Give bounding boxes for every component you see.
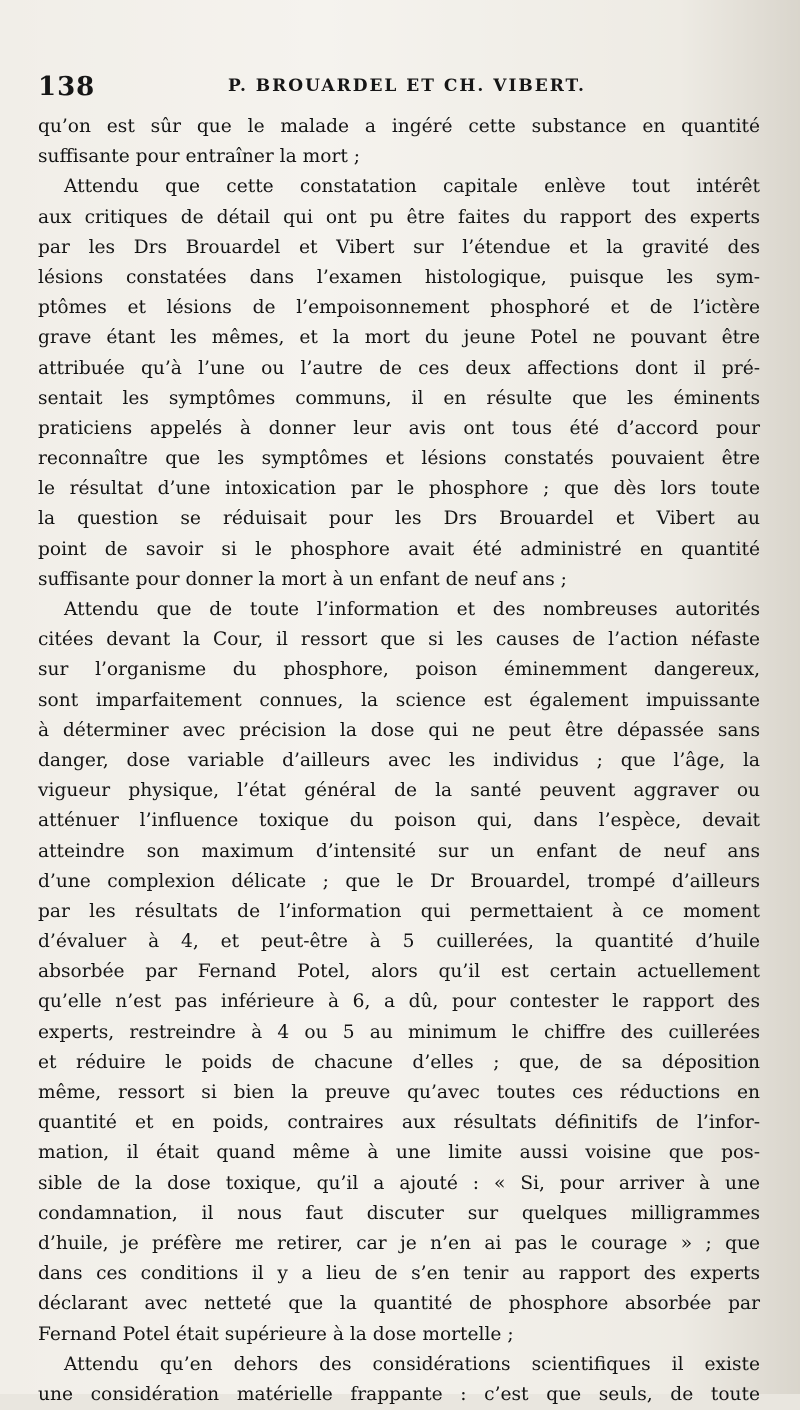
text-line: le résultat d’une intoxication par le phosphore ; que dès lors toute [38,478,760,500]
text-line: attribuée qu’à l’une ou l’autre de ces deux affections dont il pré- [38,357,760,379]
text-line: sible de la dose toxique, qu’il a ajouté : « Si, pour arriver à une [38,1172,760,1194]
text-line: condamnation, il nous faut discuter sur quelques milligrammes [38,1202,760,1224]
text-line: grave étant les mêmes, et la mort du jeune Potel ne pouvant être [38,327,760,349]
text-line: point de savoir si le phosphore avait été administré en quantité [38,538,760,560]
text-line: à déterminer avec précision la dose qui ne peut être dépassée sans [38,719,760,741]
text-line: danger, dose variable d’ailleurs avec les individus ; que l’âge, la [38,749,760,771]
text-line: qu’on est sûr que le malade a ingéré cette substance en quantité [38,116,760,137]
text-line: mation, il était quand même à une limite aussi voisine que pos- [38,1142,760,1164]
text-line: suffisante pour donner la mort à un enfant de neuf ans ; [38,568,567,590]
text-line: même, ressort si bien la preuve qu’avec toutes ces réductions en [38,1082,760,1103]
text-line: sont imparfaitement connues, la science est également impuissante [38,689,760,711]
text-line: qu’elle n’est pas inférieure à 6, a dû, pour contester le rapport des [38,991,760,1013]
text-line: par les résultats de l’information qui permettaient à ce moment [38,900,760,922]
text-line: par les Drs Brouardel et Vibert sur l’étendue et la gravité des [38,236,760,258]
text-line: une considération matérielle frappante : c’est que seuls, de toute [38,1383,760,1405]
text-line: Attendu que cette constatation capitale enlève tout intérêt [64,176,760,198]
text-line: atténuer l’influence toxique du poison qui, dans l’espèce, devait [38,810,760,832]
text-line: d’une complexion délicate ; que le Dr Brouardel, trompé d’ailleurs [38,870,760,892]
text-line: Attendu qu’en dehors des considérations scientifiques il existe [64,1353,760,1375]
text-line: praticiens appelés à donner leur avis ont tous été d’accord pour [38,417,760,439]
text-line: absorbée par Fernand Potel, alors qu’il est certain actuellement [38,961,760,983]
text-line: experts, restreindre à 4 ou 5 au minimum le chiffre des cuillerées [38,1021,760,1043]
text-line: Attendu que de toute l’information et des nombreuses autorités [64,599,760,620]
running-head: P. BROUARDEL ET CH. VIBERT. [228,76,586,96]
text-line: déclarant avec netteté que la quantité de phosphore absorbée par [38,1293,760,1315]
text-line: quantité et en poids, contraires aux résultats définitifs de l’infor- [38,1112,760,1134]
page-number: 138 [38,72,96,102]
text-line: dans ces conditions il y a lieu de s’en tenir au rapport des experts [38,1263,760,1285]
text-line: d’huile, je préfère me retirer, car je n’en ai pas le courage » ; que [38,1232,760,1254]
text-line: citées devant la Cour, il ressort que si les causes de l’action néfaste [38,629,760,651]
text-line: et réduire le poids de chacune d’elles ; que, de sa déposition [38,1051,760,1073]
text-line: aux critiques de détail qui ont pu être faites du rapport des experts [38,206,760,228]
text-line: vigueur physique, l’état général de la santé peuvent aggraver ou [38,780,760,802]
text-line: suffisante pour entraîner la mort ; [38,146,360,168]
text-line: reconnaître que les symptômes et lésions constatés pouvaient être [38,448,760,470]
text-line: la question se réduisait pour les Drs Brouardel et Vibert au [38,508,760,530]
text-line: atteindre son maximum d’intensité sur un enfant de neuf ans [38,840,760,862]
text-line: Fernand Potel était supérieure à la dose mortelle ; [38,1323,514,1345]
text-line: sentait les symptômes communs, il en résulte que les éminents [38,387,760,409]
text-line: d’évaluer à 4, et peut-être à 5 cuillerées, la quantité d’huile [38,931,760,953]
text-line: ptômes et lésions de l’empoisonnement phosphoré et de l’ictère [38,297,760,319]
text-line: lésions constatées dans l’examen histologique, puisque les sym- [38,266,760,288]
page-header [38,70,758,106]
body-text [38,112,760,1410]
text-line: sur l’organisme du phosphore, poison éminemment dangereux, [38,659,760,681]
